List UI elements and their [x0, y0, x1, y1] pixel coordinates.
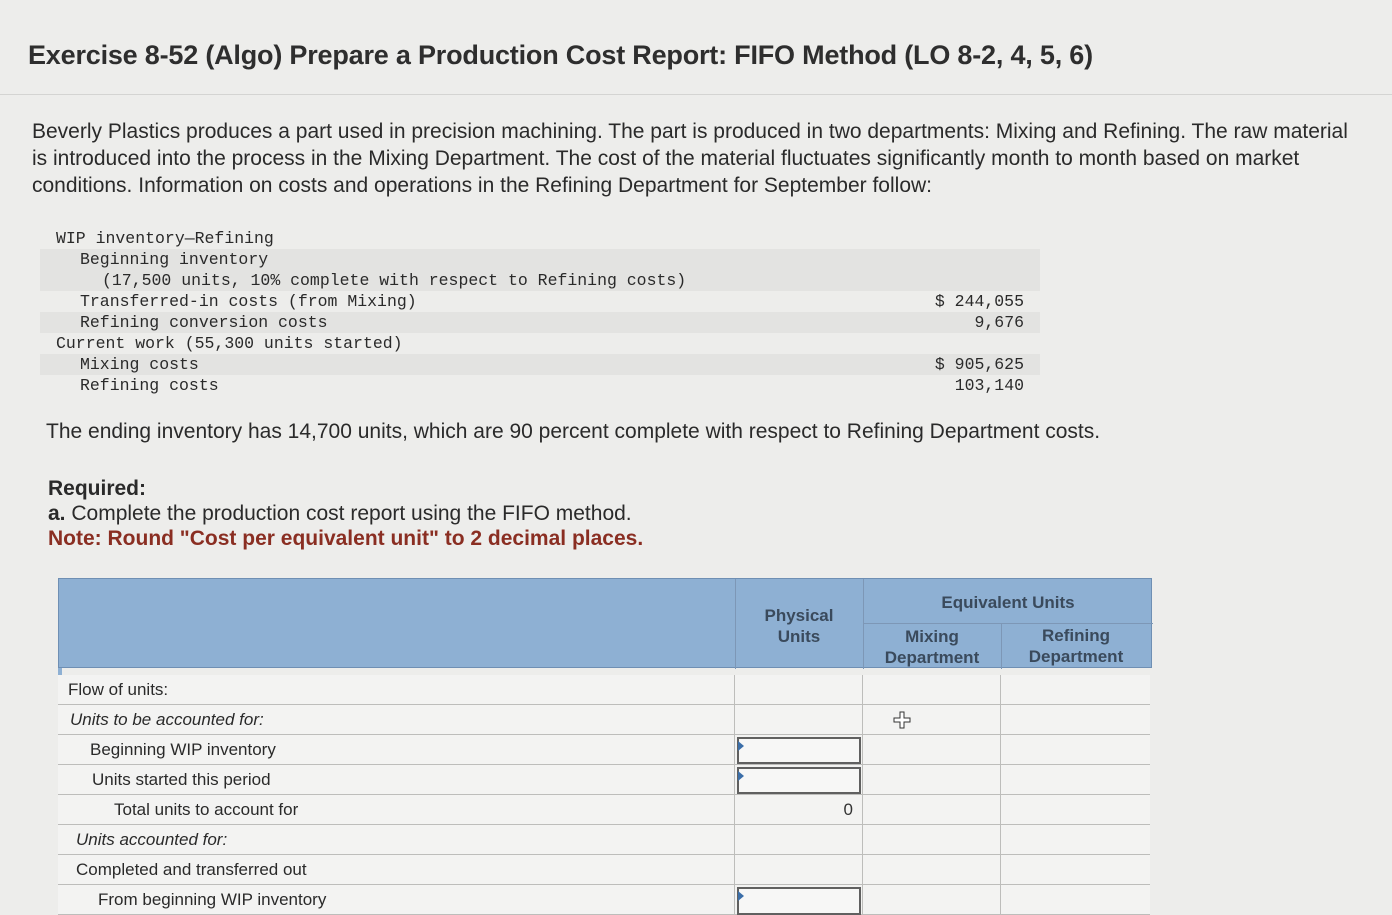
- table-row: [58, 825, 1150, 855]
- data-row-label: Beginning inventory: [80, 250, 269, 269]
- physical-units-cell: [734, 855, 862, 885]
- data-row-label: Refining conversion costs: [80, 313, 328, 332]
- refining-department-header: [1001, 625, 1151, 667]
- data-row: [40, 375, 1040, 396]
- equivalent-units-header: Equivalent Units: [941, 593, 1075, 612]
- data-row: [40, 312, 1040, 333]
- refining-line2: Department: [1028, 647, 1124, 666]
- physical-units-cell: [734, 885, 862, 915]
- data-row: [40, 270, 1040, 291]
- data-row-label: WIP inventory—Refining: [56, 229, 274, 248]
- refining-cell: [1000, 735, 1150, 765]
- from-beginning-wip-input[interactable]: [737, 887, 861, 915]
- physical-units-cell: [734, 825, 862, 855]
- required-heading: Required:: [48, 477, 147, 500]
- mixing-line1: Mixing: [905, 627, 959, 646]
- crosshair-cursor-icon: [893, 711, 911, 729]
- mixing-cell: [862, 855, 1000, 885]
- cost-data-block: [40, 228, 1040, 396]
- mixing-cell: [862, 765, 1000, 795]
- data-row: [40, 354, 1040, 375]
- data-row: [40, 228, 1040, 249]
- mixing-cell: [862, 705, 1000, 735]
- row-label: Units to be accounted for:: [70, 710, 264, 729]
- physical-units-line2: Units: [777, 627, 821, 646]
- row-label: Completed and transferred out: [76, 860, 307, 879]
- rounding-note: Note: Round "Cost per equivalent unit" to 2 decimal places.: [48, 527, 644, 550]
- mixing-cell: [862, 735, 1000, 765]
- data-row-label: Refining costs: [80, 376, 219, 395]
- header-divider: [863, 623, 1153, 624]
- row-label: Beginning WIP inventory: [90, 740, 276, 759]
- mixing-cell: [862, 825, 1000, 855]
- refining-line1: Refining: [1042, 626, 1110, 645]
- data-row-amount: 9,676: [974, 313, 1024, 332]
- refining-cell: [1000, 675, 1150, 705]
- refining-cell: [1000, 765, 1150, 795]
- required-part-a: [48, 501, 643, 526]
- refining-cell: [1000, 705, 1150, 735]
- mixing-department-header: [863, 626, 1001, 668]
- physical-units-cell: [734, 735, 862, 765]
- refining-cell: [1000, 795, 1150, 825]
- data-row: [40, 333, 1040, 354]
- physical-units-line1: Physical: [764, 606, 834, 625]
- data-row: [40, 249, 1040, 270]
- table-row: [58, 795, 1150, 825]
- title-divider: [0, 94, 1392, 95]
- part-a-text: Complete the production cost report using the FIFO method.: [65, 502, 632, 525]
- refining-cell: [1000, 885, 1150, 915]
- required-section: [48, 476, 643, 551]
- beginning-wip-units-input[interactable]: [737, 737, 861, 764]
- table-row: [58, 705, 1150, 735]
- data-row-label: (17,500 units, 10% complete with respect to Refining costs): [102, 271, 687, 290]
- table-row: [58, 675, 1150, 705]
- row-label: Total units to account for: [114, 800, 299, 819]
- units-started-input[interactable]: [737, 767, 861, 794]
- table-row: [58, 855, 1150, 885]
- mixing-cell: [862, 885, 1000, 915]
- production-cost-report-table: [58, 578, 1152, 915]
- physical-units-cell: [734, 705, 862, 735]
- row-label: Units accounted for:: [76, 830, 228, 849]
- mixing-cell: [862, 795, 1000, 825]
- mixing-line2: Department: [884, 648, 980, 667]
- table-row: [58, 765, 1150, 795]
- data-row-label: Mixing costs: [80, 355, 199, 374]
- row-label: Flow of units:: [68, 680, 169, 699]
- physical-units-cell: [734, 795, 862, 825]
- data-row-amount: $ 244,055: [934, 292, 1024, 311]
- table-row: [58, 735, 1150, 765]
- physical-units-header: [735, 605, 863, 647]
- input-marker-icon: [738, 771, 744, 781]
- total-units-value: 0: [843, 800, 853, 819]
- data-row-amount: 103,140: [954, 376, 1024, 395]
- data-row: [40, 291, 1040, 312]
- input-marker-icon: [738, 891, 744, 901]
- physical-units-cell: [734, 675, 862, 705]
- problem-intro: Beverly Plastics produces a part used in precision machining. The part is produced in two departments: Mixing and Refining. The raw material is introduced into the process in the Mixing Department. The cost of the material fluctuates significantly month to month based on market conditions. Information on costs and operations in the Refining Department for September follow:: [32, 120, 1348, 197]
- row-label: Units started this period: [92, 770, 271, 789]
- refining-cell: [1000, 855, 1150, 885]
- physical-units-cell: [734, 765, 862, 795]
- part-a-letter: a.: [48, 502, 66, 525]
- data-row-label: Current work (55,300 units started): [56, 334, 403, 353]
- refining-cell: [1000, 825, 1150, 855]
- table-header: [58, 578, 1152, 668]
- input-marker-icon: [738, 741, 744, 751]
- row-label: From beginning WIP inventory: [98, 890, 327, 909]
- table-row: [58, 885, 1150, 915]
- ending-inventory-text: The ending inventory has 14,700 units, which are 90 percent complete with respect to Refining Department costs.: [46, 420, 1101, 443]
- data-row-label: Transferred-in costs (from Mixing): [80, 292, 417, 311]
- page-title: Exercise 8-52 (Algo) Prepare a Production Cost Report: FIFO Method (LO 8-2, 4, 5, 6): [28, 40, 1093, 70]
- mixing-cell: [862, 675, 1000, 705]
- data-row-amount: $ 905,625: [934, 355, 1024, 374]
